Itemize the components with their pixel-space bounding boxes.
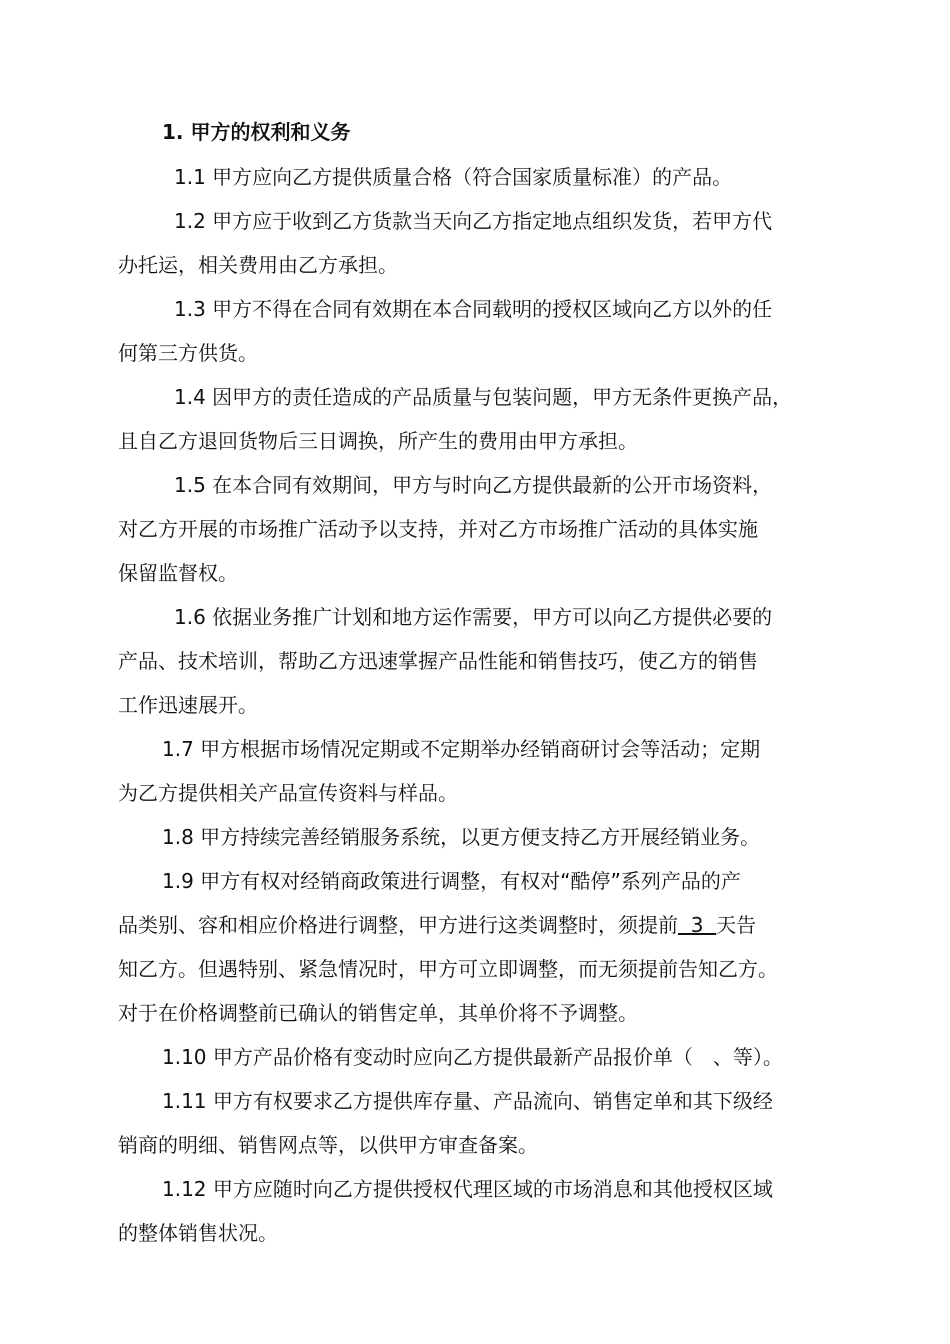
clause-1-8-line-1: 1.8 甲方持续完善经销服务系统，以更方便支持乙方开展经销业务。 — [162, 825, 761, 849]
section-heading: 1. 甲方的权利和义务 — [162, 120, 351, 144]
clause-1-9-line-4: 对于在价格调整前已确认的销售定单，其单价将不予调整。 — [118, 1001, 638, 1025]
clause-1-6-line-2: 产品、技术培训，帮助乙方迅速掌握产品性能和销售技巧，使乙方的销售 — [118, 649, 758, 673]
clause-1-1-line-1: 1.1 甲方应向乙方提供质量合格（符合国家质量标准）的产品。 — [174, 165, 733, 189]
clause-1-5-line-1: 1.5 在本合同有效期间，甲方与时向乙方提供最新的公开市场资料， — [174, 473, 773, 497]
clause-1-2-line-1: 1.2 甲方应于收到乙方货款当天向乙方指定地点组织发货，若甲方代 — [174, 209, 773, 233]
clause-1-7-line-1: 1.7 甲方根据市场情况定期或不定期举办经销商研讨会等活动；定期 — [162, 737, 761, 761]
notice-days-value: 3 — [678, 913, 717, 937]
clause-1-12-line-1: 1.12 甲方应随时向乙方提供授权代理区域的市场消息和其他授权区域 — [162, 1177, 773, 1201]
clause-1-9-line-1: 1.9 甲方有权对经销商政策进行调整，有权对“酷停”系列产品的产 — [162, 869, 741, 893]
clause-1-9-line-2-text: 品类别、容和相应价格进行调整，甲方进行这类调整时，须提前 — [118, 913, 678, 937]
clause-1-11-line-1: 1.11 甲方有权要求乙方提供库存量、产品流向、销售定单和其下级经 — [162, 1089, 773, 1113]
clause-1-10-line-1: 1.10 甲方产品价格有变动时应向乙方提供最新产品报价单（ 、等）。 — [162, 1045, 783, 1069]
clause-1-2-line-2: 办托运，相关费用由乙方承担。 — [118, 253, 398, 277]
clause-1-9-line-2 — [118, 912, 756, 938]
clause-1-4-line-1: 1.4 因甲方的责任造成的产品质量与包装问题，甲方无条件更换产品， — [174, 385, 793, 409]
clause-1-9-line-3: 知乙方。但遇特别、紧急情况时，甲方可立即调整，而无须提前告知乙方。 — [118, 957, 778, 981]
clause-1-12-line-2: 的整体销售状况。 — [118, 1221, 278, 1245]
clause-1-6-line-3: 工作迅速展开。 — [118, 693, 258, 717]
clause-1-4-line-2: 且自乙方退回货物后三日调换，所产生的费用由甲方承担。 — [118, 429, 638, 453]
clause-1-3-line-2: 何第三方供货。 — [118, 341, 258, 365]
clause-1-6-line-1: 1.6 依据业务推广计划和地方运作需要，甲方可以向乙方提供必要的 — [174, 605, 773, 629]
clause-1-5-line-3: 保留监督权。 — [118, 561, 238, 585]
clause-1-3-line-1: 1.3 甲方不得在合同有效期在本合同载明的授权区域向乙方以外的任 — [174, 297, 773, 321]
clause-1-7-line-2: 为乙方提供相关产品宣传资料与样品。 — [118, 781, 458, 805]
clause-1-9-line-2-tail: 天告 — [716, 913, 757, 937]
clause-1-5-line-2: 对乙方开展的市场推广活动予以支持，并对乙方市场推广活动的具体实施 — [118, 517, 758, 541]
clause-1-11-line-2: 销商的明细、销售网点等，以供甲方审查备案。 — [118, 1133, 538, 1157]
